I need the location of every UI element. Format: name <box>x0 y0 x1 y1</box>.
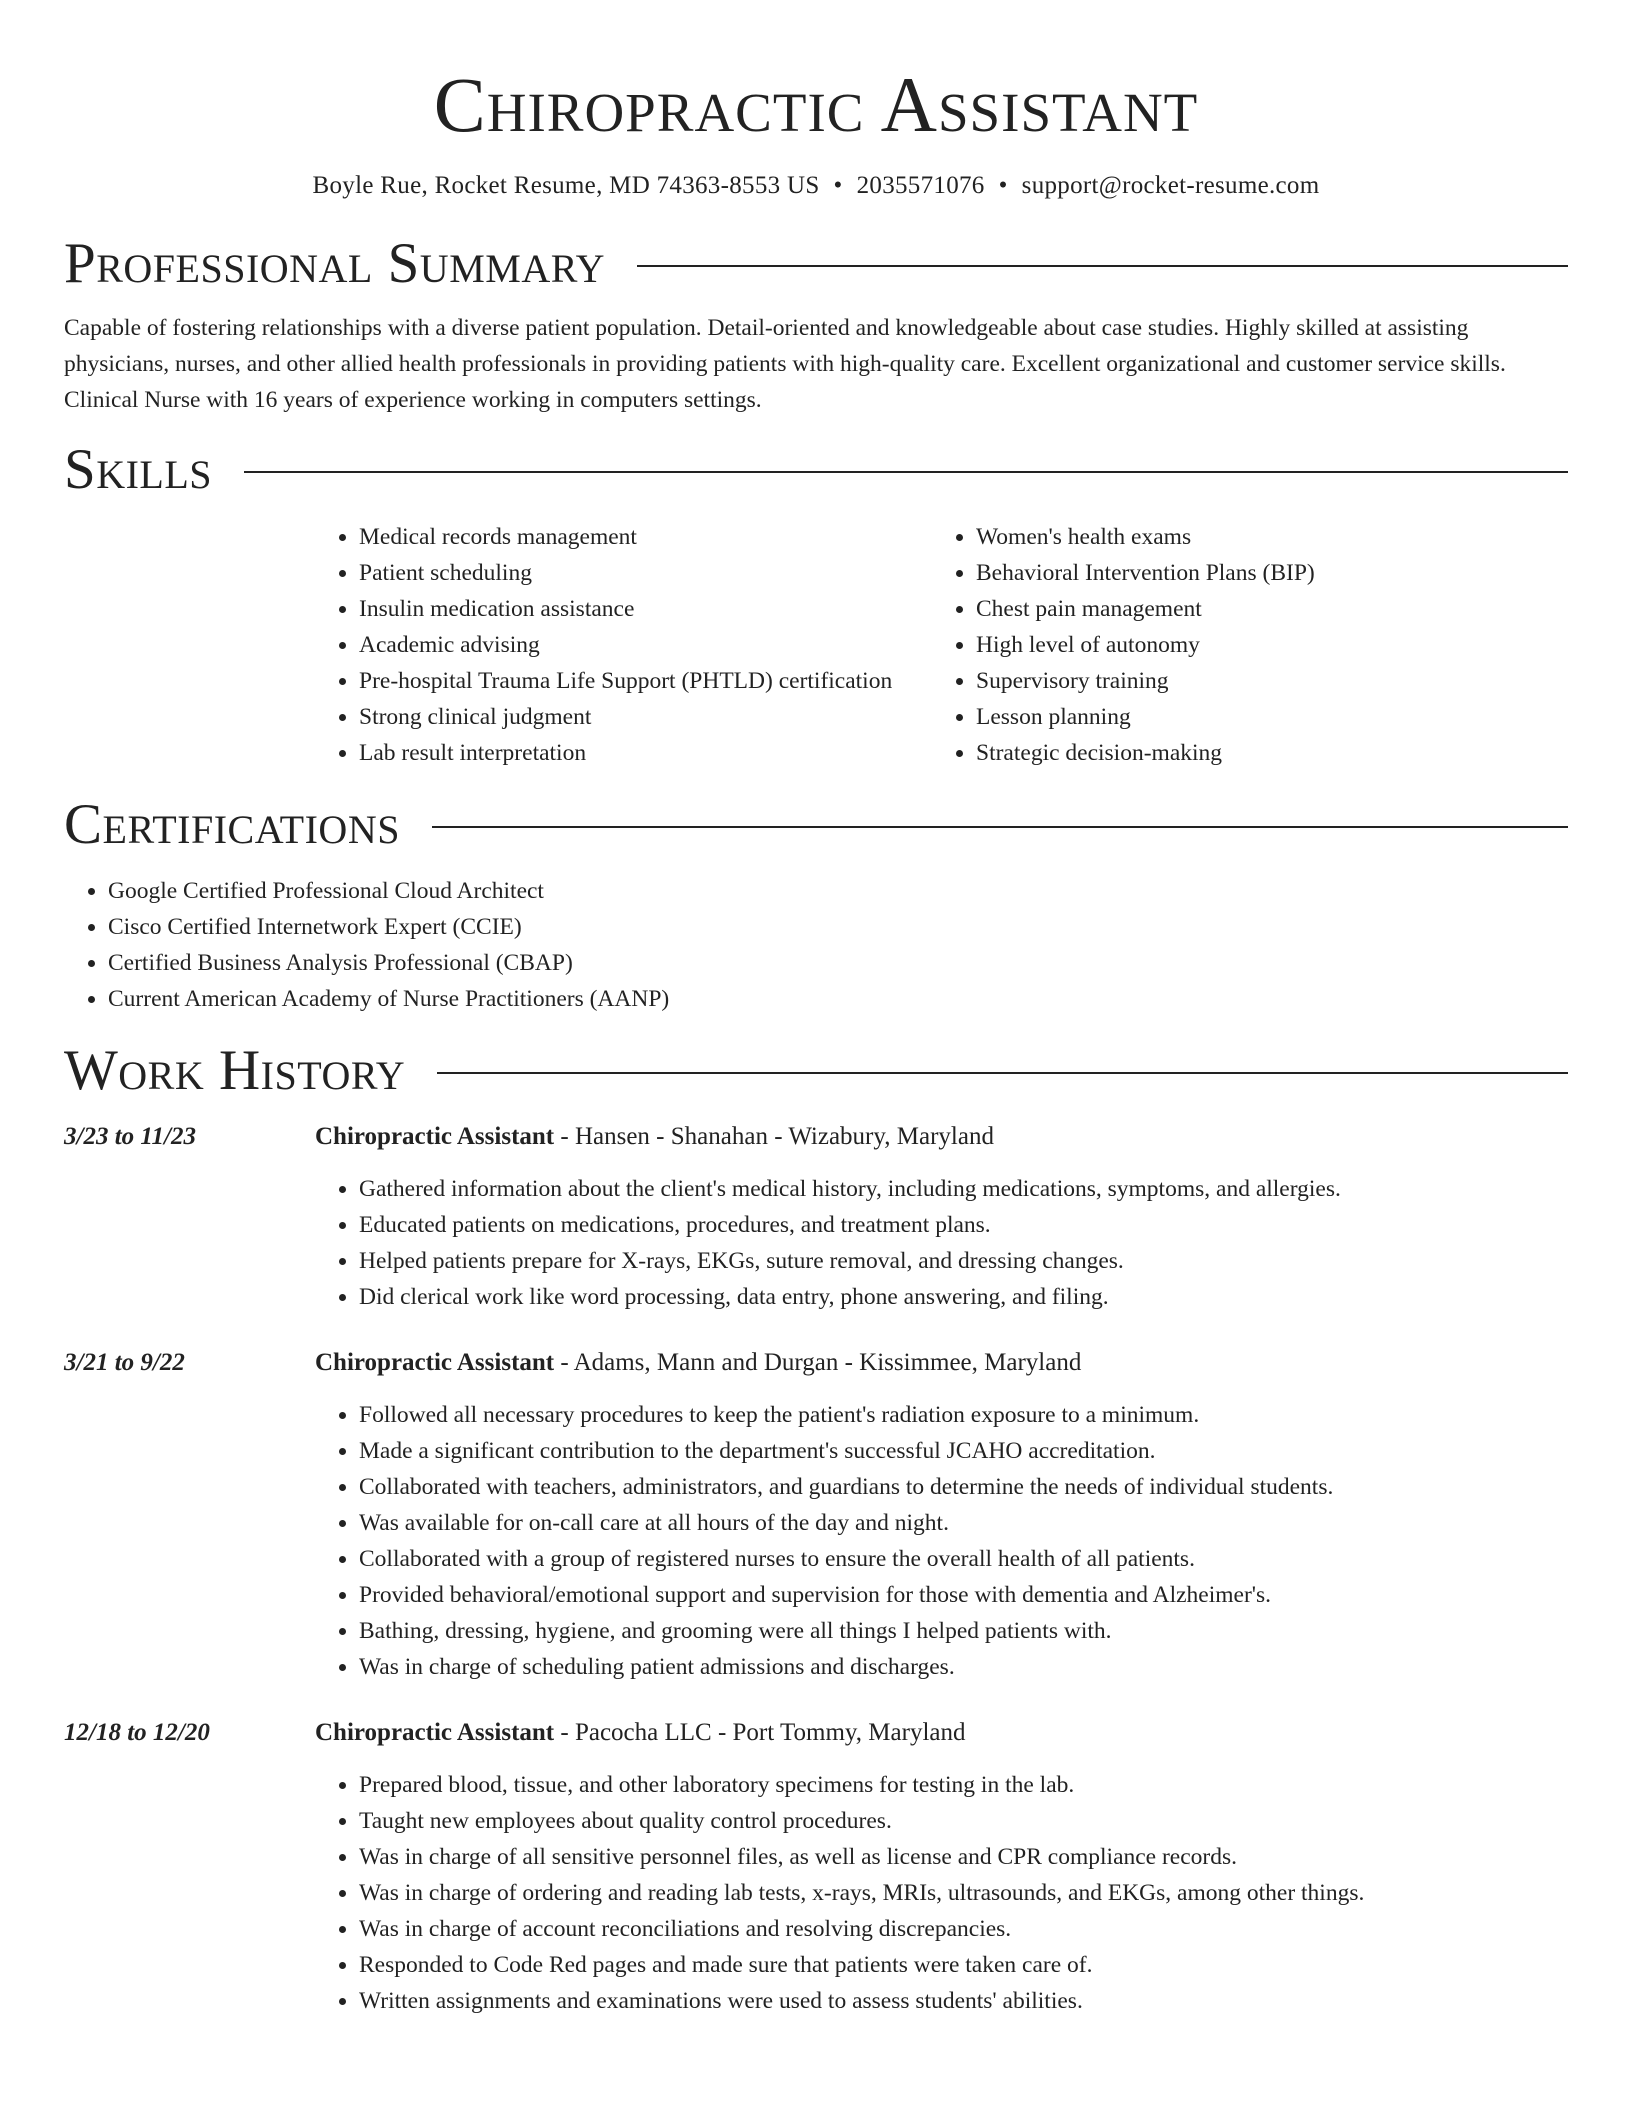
job-duty: • Was in charge of account reconciliations and resolving discrepancies. <box>359 1911 1568 1947</box>
job-entry <box>64 1347 1568 1685</box>
job-duty: • Was in charge of ordering and reading lab tests, x-rays, MRIs, ultrasounds, and EKGs, among other things. <box>359 1875 1568 1911</box>
certifications-list <box>64 873 1568 1017</box>
job-duty: • Made a significant contribution to the department's successful JCAHO accreditation. <box>359 1433 1568 1469</box>
job-duty: • Taught new employees about quality control procedures. <box>359 1803 1568 1839</box>
job-duty: • Bathing, dressing, hygiene, and grooming were all things I helped patients with. <box>359 1613 1568 1649</box>
job-entry <box>64 1717 1568 2019</box>
work-section-header <box>64 1039 1568 1103</box>
job-duty: • Collaborated with teachers, administrators, and guardians to determine the needs of individual students. <box>359 1469 1568 1505</box>
contact-separator: • <box>998 172 1008 199</box>
resume-name: Chiropractic Assistant <box>433 61 1199 148</box>
skill-item: • Women's health exams <box>976 519 1315 555</box>
summary-section-header <box>64 232 1568 296</box>
job-dates: 12/18 to 12/20 <box>64 1719 210 1746</box>
skill-item: • Chest pain management <box>976 591 1315 627</box>
job-dates: 3/23 to 11/23 <box>64 1123 196 1150</box>
section-divider <box>637 265 1568 267</box>
job-role: Chiropractic Assistant <box>315 1719 555 1746</box>
contact-address: Boyle Rue, Rocket Resume, MD 74363-8553 US <box>312 172 820 199</box>
job-duty: • Followed all necessary procedures to keep the patient's radiation exposure to a minimum. <box>359 1397 1568 1433</box>
job-duty: • Collaborated with a group of registered nurses to ensure the overall health of all patients. <box>359 1541 1568 1577</box>
skill-item: • High level of autonomy <box>976 627 1315 663</box>
job-dates: 3/21 to 9/22 <box>64 1349 185 1376</box>
skills-heading: Skills <box>64 438 213 501</box>
job-duty: • Did clerical work like word processing, data entry, phone answering, and filing. <box>359 1279 1568 1315</box>
work-heading: Work History <box>64 1039 406 1102</box>
skill-item: • Strong clinical judgment <box>359 699 932 735</box>
skill-item: • Supervisory training <box>976 663 1315 699</box>
job-title <box>315 1717 1568 1749</box>
skill-item: • Lab result interpretation <box>359 735 932 771</box>
job-role: Chiropractic Assistant <box>315 1123 555 1150</box>
certification-item: • Google Certified Professional Cloud Architect <box>108 873 1568 909</box>
job-employer: - Hansen - Shanahan - Wizabury, Maryland <box>554 1123 994 1150</box>
section-divider <box>437 1072 1568 1074</box>
contact-line <box>64 170 1568 202</box>
section-divider <box>432 826 1568 828</box>
resume-page <box>64 0 1568 2019</box>
job-duty: • Educated patients on medications, procedures, and treatment plans. <box>359 1207 1568 1243</box>
skill-item: • Academic advising <box>359 627 932 663</box>
job-title <box>315 1347 1568 1379</box>
summary-text: Capable of fostering relationships with a diverse patient population. Detail-oriented and knowledgeable about case studies. Highly skilled at assisting physicians, nurses, and other allied health professionals in providing patients with high-quality care. Excellent organizational and customer service skills. Clinical Nurse with 16 years of experience working in computers settings. <box>64 315 1506 413</box>
job-body <box>315 1717 1568 2019</box>
contact-phone: 2035571076 <box>856 172 985 199</box>
job-duty: • Written assignments and examinations were used to assess students' abilities. <box>359 1983 1568 2019</box>
job-duty: • Helped patients prepare for X-rays, EKGs, suture removal, and dressing changes. <box>359 1243 1568 1279</box>
job-duty: • Prepared blood, tissue, and other laboratory specimens for testing in the lab. <box>359 1767 1568 1803</box>
contact-separator: • <box>833 172 843 199</box>
section-divider <box>244 471 1568 473</box>
skills-column-left <box>315 519 932 771</box>
job-body <box>315 1121 1568 1315</box>
skill-item: • Strategic decision-making <box>976 735 1315 771</box>
skill-item: • Insulin medication assistance <box>359 591 932 627</box>
job-role: Chiropractic Assistant <box>315 1349 555 1376</box>
summary-heading: Professional Summary <box>64 232 606 295</box>
job-duty: • Was available for on-call care at all hours of the day and night. <box>359 1505 1568 1541</box>
job-duties <box>315 1171 1568 1315</box>
contact-email: support@rocket-resume.com <box>1021 172 1320 199</box>
job-duty: • Was in charge of scheduling patient admissions and discharges. <box>359 1649 1568 1685</box>
job-entry <box>64 1121 1568 1315</box>
job-body <box>315 1347 1568 1685</box>
job-duty: • Gathered information about the client's medical history, including medications, symptoms, and allergies. <box>359 1171 1568 1207</box>
skill-item: • Medical records management <box>359 519 932 555</box>
certification-item: • Cisco Certified Internetwork Expert (CCIE) <box>108 909 1568 945</box>
job-employer: - Adams, Mann and Durgan - Kissimmee, Maryland <box>554 1349 1082 1376</box>
skills-section-header <box>64 438 1568 502</box>
job-duty: • Responded to Code Red pages and made sure that patients were taken care of. <box>359 1947 1568 1983</box>
skill-item: • Patient scheduling <box>359 555 932 591</box>
job-duties <box>315 1767 1568 2019</box>
certifications-heading: Certifications <box>64 793 400 856</box>
certification-item: • Certified Business Analysis Professional (CBAP) <box>108 945 1568 981</box>
job-duty: • Provided behavioral/emotional support and supervision for those with dementia and Alzheimer's. <box>359 1577 1568 1613</box>
skill-item: • Behavioral Intervention Plans (BIP) <box>976 555 1315 591</box>
skills-list <box>315 519 1568 771</box>
job-duties <box>315 1397 1568 1685</box>
skill-item: • Lesson planning <box>976 699 1315 735</box>
skill-item: • Pre-hospital Trauma Life Support (PHTLD) certification <box>359 663 932 699</box>
job-employer: - Pacocha LLC - Port Tommy, Maryland <box>554 1719 966 1746</box>
certifications-section-header <box>64 793 1568 857</box>
job-title <box>315 1121 1568 1153</box>
certification-item: • Current American Academy of Nurse Practitioners (AANP) <box>108 981 1568 1017</box>
job-duty: • Was in charge of all sensitive personnel files, as well as license and CPR compliance records. <box>359 1839 1568 1875</box>
skills-column-right <box>932 519 1315 771</box>
